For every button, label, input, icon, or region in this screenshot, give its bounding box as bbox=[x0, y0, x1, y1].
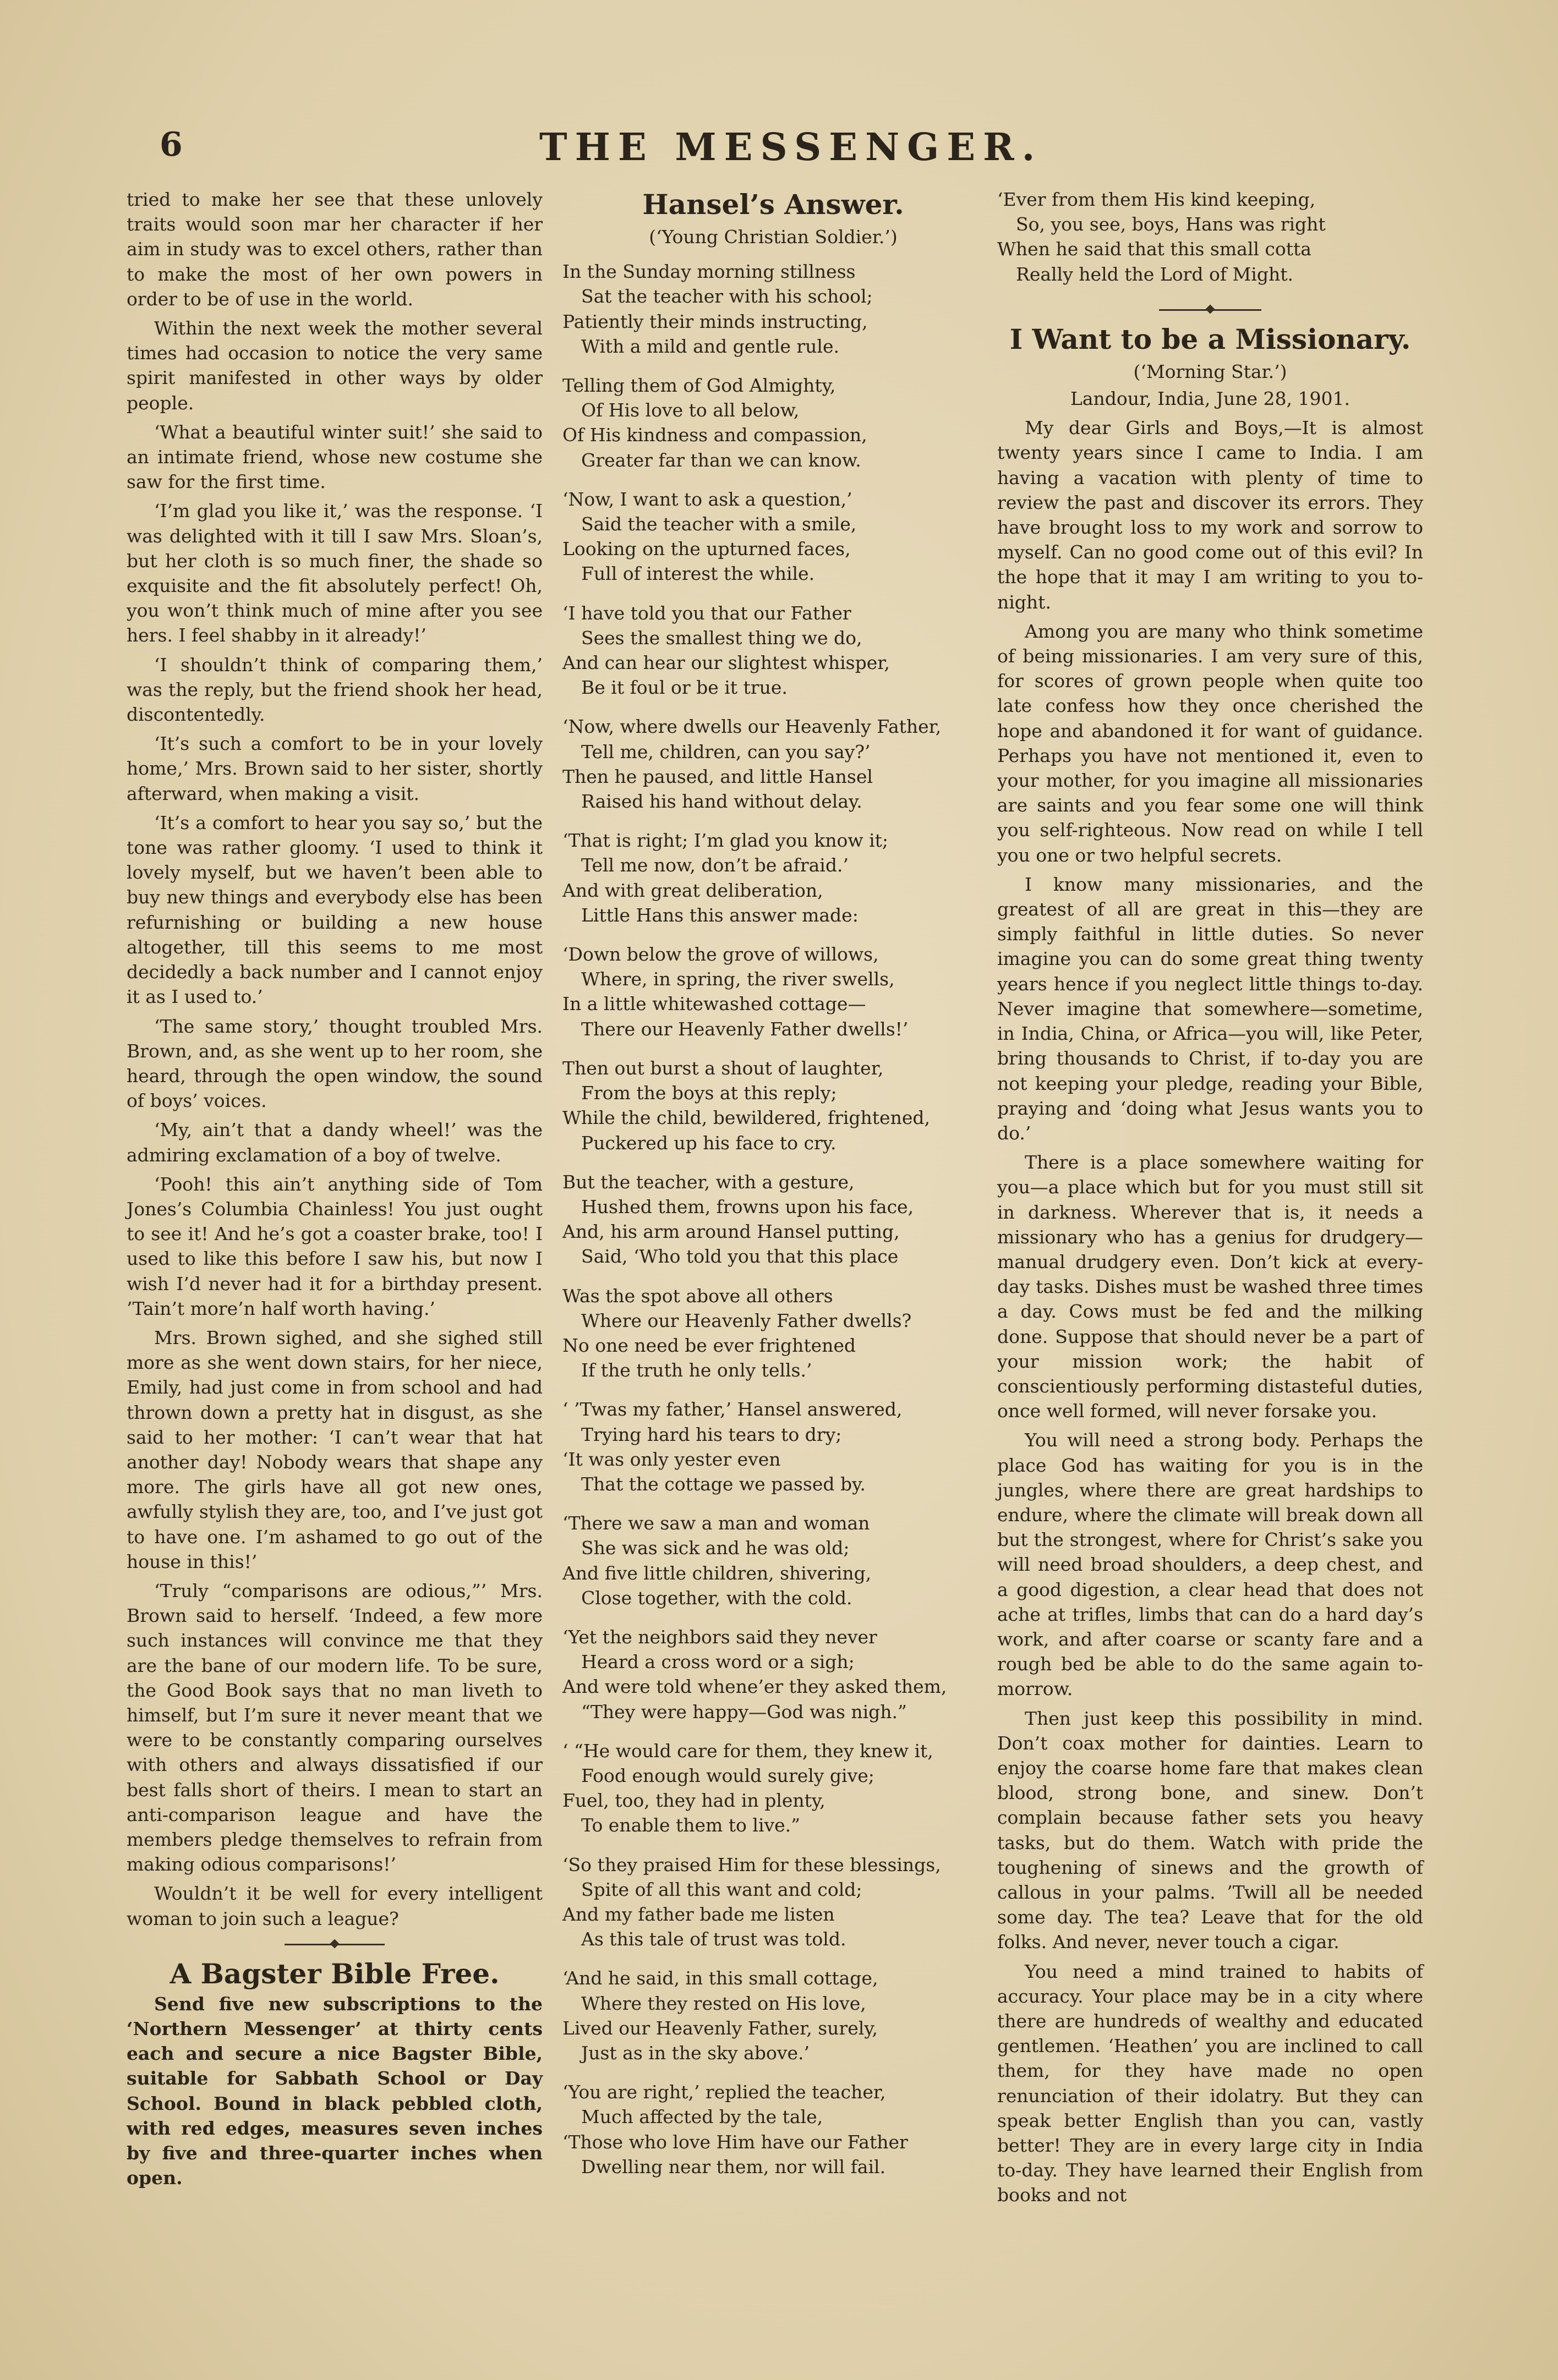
page-number: 6 bbox=[160, 125, 183, 164]
poem-line: And five little children, shivering, bbox=[562, 1562, 872, 1584]
poem-stanza bbox=[562, 2080, 984, 2179]
poem-line: Full of interest the while. bbox=[581, 563, 815, 585]
poem-line: As this tale of trust was told. bbox=[581, 1928, 846, 1950]
poem-line: So, you see, boys, Hans was right bbox=[1016, 213, 1326, 235]
paragraph: tried to make her see that these unlovely traits would soon mar her character if her aim in study was to excel others, rather than to make the most of her own powers in order to be of use in the world. bbox=[127, 189, 543, 310]
poem-stanza bbox=[562, 942, 984, 1041]
poem-stanza bbox=[562, 1284, 984, 1383]
poem-line: Fuel, too, they had in plenty, bbox=[562, 1790, 826, 1812]
poem-line: “They were happy—God was nigh.” bbox=[581, 1701, 907, 1723]
poem-line: And can hear our slightest whisper, bbox=[562, 652, 890, 674]
ad-title: A Bagster Bible Free. bbox=[170, 1957, 500, 1990]
poem-line: Sees the smallest thing we do, bbox=[581, 627, 862, 649]
poem-line: When he said that this small cotta bbox=[997, 238, 1311, 260]
paragraph: I know many missionaries, and the greatest of all are great in this—they are simply faithful in little duties. So never imagine you can do some great thing twenty years hence if you neglect little things to-day. Never imagine that somewhere—sometime, in India, China, or Africa—you will, like Peter, bring thousands to Christ, if to-day you are not keeping your pledge, reading your Bible, praying and ‘doing what Jesus wants you to do.’ bbox=[997, 873, 1423, 1144]
poem-line: Was the spot above all others bbox=[562, 1285, 833, 1307]
poem-line: ‘ ’Twas my father,’ Hansel answered, bbox=[562, 1399, 903, 1421]
poem-line: Close together, with the cold. bbox=[581, 1587, 852, 1609]
poem-line: From the boys at this reply; bbox=[581, 1082, 837, 1104]
poem-line: ‘Down below the grove of willows, bbox=[562, 944, 879, 966]
poem-line: Of His love to all below, bbox=[581, 399, 800, 421]
poem-line: ‘There we saw a man and woman bbox=[562, 1512, 870, 1534]
poem-line: Then he paused, and little Hansel bbox=[562, 765, 873, 787]
poem-line: That the cottage we passed by. bbox=[581, 1473, 866, 1495]
paragraph: ‘What a beautiful winter suit!’ she said to an intimate friend, whose new costume she saw for the first time. bbox=[127, 421, 543, 493]
section-divider bbox=[997, 301, 1423, 317]
poem-line: Much affected by the tale, bbox=[581, 2106, 823, 2128]
poem-stanzas bbox=[562, 259, 984, 2179]
poem-line: ‘I have told you that our Father bbox=[562, 602, 851, 624]
newspaper-title: THE MESSENGER. bbox=[539, 125, 1043, 169]
poem-source: (‘Young Christian Soldier.’) bbox=[649, 226, 898, 248]
poem-line: ‘It was only yester even bbox=[562, 1448, 781, 1470]
poem-line: While the child, bewildered, frightened, bbox=[562, 1107, 930, 1129]
poem-line: Heard a cross word or a sigh; bbox=[581, 1651, 855, 1673]
poem-line: No one need be ever frightened bbox=[562, 1334, 856, 1356]
poem-line: And with great deliberation, bbox=[562, 879, 823, 901]
poem-line: In a little whitewashed cottage— bbox=[562, 993, 866, 1015]
poem-stanza bbox=[562, 1511, 984, 1610]
poem-line: Where our Heavenly Father dwells? bbox=[581, 1309, 912, 1331]
poem-line: Said the teacher with a smile, bbox=[581, 513, 857, 535]
column-left bbox=[127, 187, 543, 2195]
poem-line: ‘Now, I want to ask a question,’ bbox=[562, 488, 852, 510]
paragraph: Wouldn’t it be well for every intelligent woman to join such a league? bbox=[127, 1883, 543, 1929]
poem-line: Tell me now, don’t be afraid.’ bbox=[581, 854, 849, 876]
poem-line: In the Sunday morning stillness bbox=[562, 261, 856, 283]
poem-line: ‘Now, where dwells our Heavenly Father, bbox=[562, 716, 942, 738]
poem-stanza bbox=[562, 1397, 984, 1496]
poem-line: With a mild and gentle rule. bbox=[581, 335, 839, 357]
poem-line: Dwelling near them, nor will fail. bbox=[581, 2156, 886, 2178]
poem-line: Then out burst a shout of laughter, bbox=[562, 1057, 884, 1079]
poem-line: ‘ “He would care for them, they knew it, bbox=[562, 1740, 933, 1762]
poem-stanza bbox=[562, 828, 984, 928]
poem-line: Spite of all this want and cold; bbox=[581, 1878, 862, 1900]
poem-line: Greater far than we can know. bbox=[581, 449, 861, 471]
article-dateline: Landour, India, June 28, 1901. bbox=[1070, 388, 1351, 410]
poem-line: Looking on the upturned faces, bbox=[562, 538, 851, 560]
ad-text: Send five new subscriptions to the ‘Northern Messenger’ at thirty cents each and secure a nice Bagster Bible, suitable for Sabbath School or Day School. Bound in black pebbled cloth, with red edges, measures seven inches by five and three-quarter inches when open. bbox=[127, 1993, 543, 2189]
poem-line: Little Hans this answer made: bbox=[581, 904, 859, 926]
poem-line: Trying hard his tears to dry; bbox=[581, 1423, 842, 1445]
paragraph: ‘I shouldn’t think of comparing them,’ was the reply, but the friend shook her head, discontentedly. bbox=[127, 654, 543, 726]
paragraph: ‘I’m glad you like it,’ was the response. ‘I was delighted with it till I saw Mrs. Sloan’s, but her cloth is so much finer, the shade so exquisite and the fit absolutely perfect! Oh, you won’t think much of mine after you see hers. I feel shabby in it already!’ bbox=[127, 500, 543, 646]
poem-line: Raised his hand without delay. bbox=[581, 791, 862, 813]
paragraph: ‘The same story,’ thought troubled Mrs. Brown, and, as she went up to her room, she heard, through the open window, the sound of boys’ voices. bbox=[127, 1015, 543, 1112]
poem-line: ‘Yet the neighbors said they never bbox=[562, 1626, 877, 1648]
poem-stanza bbox=[562, 487, 984, 586]
poem-line: Just as in the sky above.’ bbox=[581, 2042, 810, 2064]
poem-line: ‘Ever from them His kind keeping, bbox=[997, 189, 1316, 210]
poem-stanza bbox=[562, 373, 984, 473]
paragraph: My dear Girls and Boys,—It is almost twenty years since I came to India. I am having a vacation with plenty of time to review the past and discover its errors. They have brought loss to my work and sorrow to myself. Can no good come out of this evil? In the hope that it may I am writing to you to-night. bbox=[997, 417, 1423, 613]
poem-line: ‘Those who love Him have our Father bbox=[562, 2131, 908, 2153]
article-source: (‘Morning Star.’) bbox=[1133, 360, 1287, 382]
poem-title: Hansel’s Answer. bbox=[642, 188, 904, 221]
poem-stanza bbox=[562, 259, 984, 359]
poem-stanza bbox=[562, 1170, 984, 1269]
paragraph: ‘It’s such a comfort to be in your lovely home,’ Mrs. Brown said to her sister, shortly afterward, when making a visit. bbox=[127, 733, 543, 804]
poem-stanza bbox=[562, 1625, 984, 1724]
paragraph: You will need a strong body. Perhaps the place God has waiting for you is in the jungles, where there are great hardships to endure, where the climate will break down all but the strongest, where for Christ’s sake you will need broad shoulders, a deep chest, and a good digestion, a clear head that does not ache at trifles, limbs that can do a hard day’s work, and after coarse or scanty fare and a rough bed be able to do the same again to-morrow. bbox=[997, 1429, 1423, 1700]
poem-line: ‘You are right,’ replied the teacher, bbox=[562, 2081, 886, 2103]
poem-line: And were told whene’er they asked them, bbox=[562, 1676, 947, 1698]
poem-line: Patiently their minds instructing, bbox=[562, 310, 868, 332]
poem-line: Puckered up his face to cry. bbox=[581, 1132, 837, 1154]
paragraph: Then just keep this possibility in mind. Don’t coax mother for dainties. Learn to enjoy the coarse home fare that makes clean blood, strong bone, and sinew. Don’t complain because father sets you heavy tasks, but do them. Watch with pride the toughening of sinews and the growth of callous in your palms. ’Twill all be needed some day. The tea? Leave that for the old folks. And never, never touch a cigar. bbox=[997, 1707, 1423, 1953]
poem-stanza bbox=[562, 1056, 984, 1155]
masthead bbox=[154, 125, 1431, 169]
poem-line: Telling them of God Almighty, bbox=[562, 375, 836, 397]
poem-line: Really held the Lord of Might. bbox=[1016, 263, 1293, 285]
section-divider bbox=[127, 1935, 543, 1952]
poem-line: Where, in spring, the river swells, bbox=[581, 968, 895, 990]
poem-line: Sat the teacher with his school; bbox=[581, 286, 873, 308]
poem-stanza bbox=[562, 1852, 984, 1952]
paragraph: Among you are many who think sometime of being missionaries. I am very sure of this, for scores of grown people when quite too late confess how they once cherished the hope and abandoned it for want of guidance. Perhaps you have not mentioned it, even to your mother, for you imagine all missionaries are saints and you fear some one will think you self-righteous. Now read on while I tell you one or two helpful secrets. bbox=[997, 620, 1423, 866]
poem-line: ‘That is right; I’m glad you know it; bbox=[562, 830, 889, 852]
poem-line: Where they rested on His love, bbox=[581, 1992, 866, 2014]
column-right bbox=[997, 187, 1423, 2212]
poem-line: And, his arm around Hansel putting, bbox=[562, 1221, 900, 1243]
poem-line: There our Heavenly Father dwells!’ bbox=[581, 1018, 909, 1040]
poem-stanza bbox=[562, 714, 984, 814]
paragraph: ‘It’s a comfort to hear you say so,’ but the tone was rather gloomy. ‘I used to think it lovely myself, but we haven’t been able to buy new things and everybody else has been refurnishing or building a new house altogether, till this seems to me most decidedly a back number and I cannot enjoy it as I used to.’ bbox=[127, 811, 543, 1008]
paragraph: ‘My, ain’t that a dandy wheel!’ was the admiring exclamation of a boy of twelve. bbox=[127, 1119, 543, 1166]
poem-line: ‘So they praised Him for these blessings, bbox=[562, 1853, 941, 1876]
poem-line: Lived our Heavenly Father, surely, bbox=[562, 2017, 878, 2039]
paragraph: Mrs. Brown sighed, and she sighed still more as she went down stairs, for her niece, Emily, had just come in from school and had thrown down a pretty hat in disgust, as she said to her mother: ‘I can’t wear that hat another day! Nobody wears that shape any more. The girls have all got new ones, awfully stylish they are, too, and I’ve just got to have one. I’m ashamed to go out of the house in this!’ bbox=[127, 1326, 543, 1572]
poem-line: But the teacher, with a gesture, bbox=[562, 1171, 855, 1193]
paragraph: There is a place somewhere waiting for you—a place which but for you must still sit in darkness. Wherever that is, it needs a missionary who has a genius for drudgery—manual drudgery even. Don’t kick at every-day tasks. Dishes must be washed three times a day. Cows must be fed and the milking done. Suppose that should never be a part of your mission work; the habit of conscientiously performing distasteful duties, once well formed, will never forsake you. bbox=[997, 1151, 1423, 1422]
poem-line: She was sick and he was old; bbox=[581, 1537, 850, 1559]
poem-line: ‘And he said, in this small cottage, bbox=[562, 1967, 878, 1989]
poem-line: Food enough would surely give; bbox=[581, 1764, 874, 1786]
paragraph: Within the next week the mother several times had occasion to notice the very same spirit manifested in other ways by older people. bbox=[127, 317, 543, 414]
column-middle bbox=[562, 187, 984, 2193]
poem-final-stanza bbox=[997, 187, 1423, 287]
poem-line: Hushed them, frowns upon his face, bbox=[581, 1196, 914, 1218]
paragraph: You need a mind trained to habits of accuracy. Your place may be in a city where there are hundreds of wealthy and educated gentlemen. ‘Heathen’ you are inclined to call them, for they have made no open renunciation of their idolatry. But they can speak better English than you can, vastly better! They are in every large city in India to-day. They have learned their English from books and not bbox=[997, 1960, 1423, 2206]
poem-stanza bbox=[562, 1739, 984, 1838]
poem-stanza bbox=[562, 601, 984, 700]
article-title: I Want to be a Missionary. bbox=[1009, 322, 1411, 355]
poem-line: If the truth he only tells.’ bbox=[581, 1359, 812, 1381]
poem-line: And my father bade me listen bbox=[562, 1903, 835, 1925]
poem-line: To enable them to live.” bbox=[581, 1814, 801, 1836]
poem-line: Tell me, children, can you say?’ bbox=[581, 741, 871, 763]
poem-stanza bbox=[562, 1966, 984, 2065]
poem-line: Of His kindness and compassion, bbox=[562, 424, 867, 446]
poem-line: Be it foul or be it true. bbox=[581, 677, 788, 699]
paragraph: ‘Truly “comparisons are odious,”’ Mrs. Brown said to herself. ‘Indeed, a few more such instances will convince me that they are the bane of our modern life. To be sure, the Good Book says that no man liveth to himself, but I’m sure it never meant that we were to be constantly comparing ourselves with others and always dissatisfied if our best falls short of theirs. I mean to start an anti-comparison league and have the members pledge themselves to refrain from making odious comparisons!’ bbox=[127, 1580, 543, 1876]
poem-line: Said, ‘Who told you that this place bbox=[581, 1246, 899, 1268]
paragraph: ‘Pooh! this ain’t anything side of Tom Jones’s Columbia Chainless! You just ought to see it! And he’s got a coaster brake, too! I used to like this before I saw his, but now I wish I’d never had it for a birthday present. ’Tain’t more’n half worth having.’ bbox=[127, 1173, 543, 1319]
